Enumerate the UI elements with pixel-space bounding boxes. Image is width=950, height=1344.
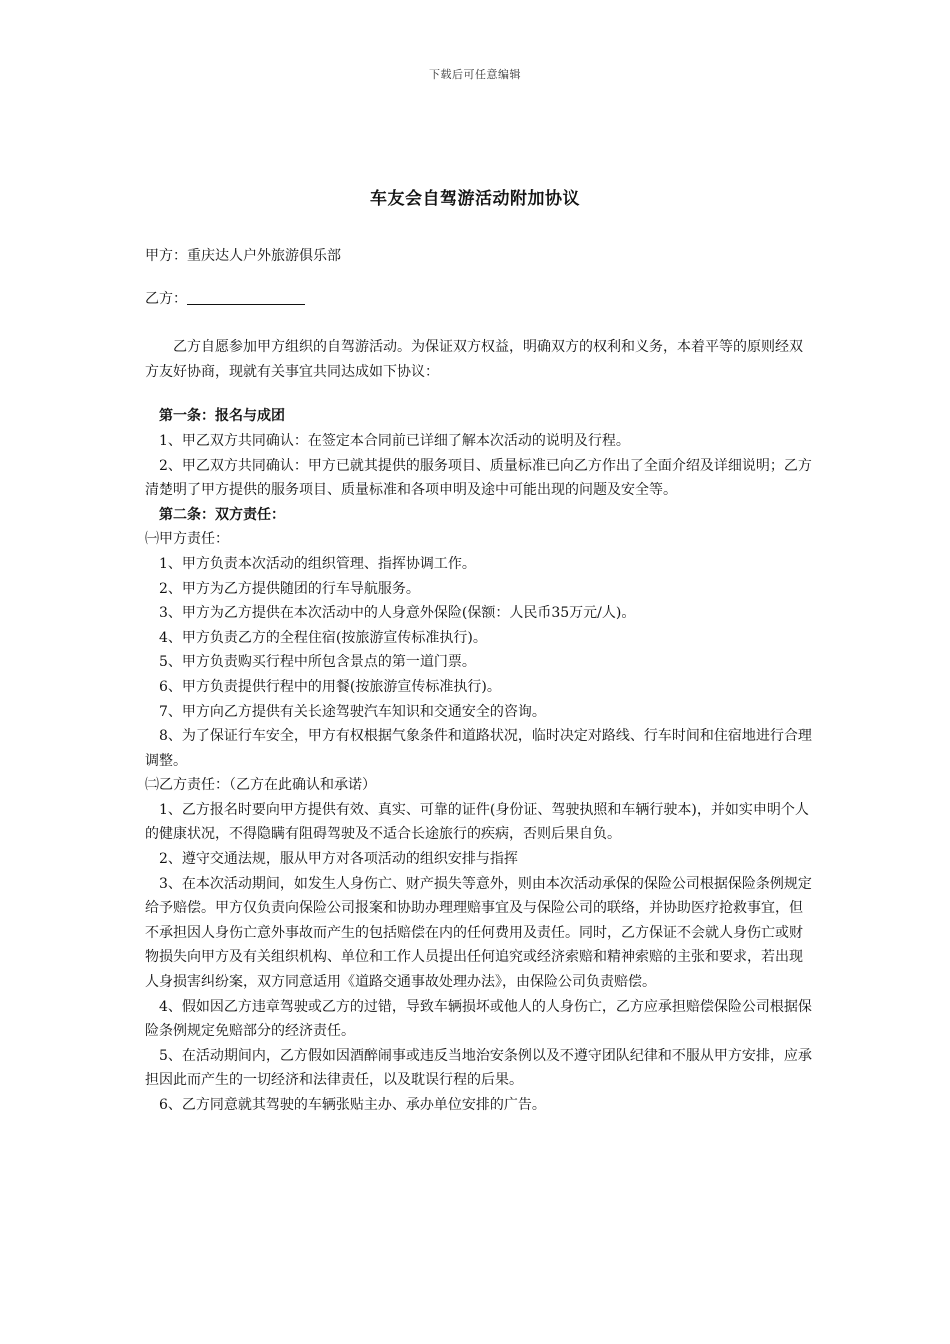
party-b-item: 4、假如因乙方违章驾驶或乙方的过错，导致车辆损坏或他人的人身伤亡，乙方应承担赔偿保险公司根据保险条例规定免赔部分的经济责任。: [145, 998, 812, 1040]
party-a-item: 8、为了保证行车安全，甲方有权根据气象条件和道路状况，临时决定对路线、行车时间和住宿地进行合理调整。: [145, 728, 812, 769]
party-b-blank[interactable]: [187, 288, 305, 305]
party-a-line: 甲方：重庆达人户外旅游俱乐部: [145, 248, 341, 264]
document-title: 车友会自驾游活动附加协议: [370, 189, 580, 209]
intro-paragraph: 乙方自愿参加甲方组织的自驾游活动。为保证双方权益，明确双方的权利和义务，本着平等的原则经双方友好协商，现就有关事宜共同达成如下协议：: [145, 339, 803, 380]
party-b-item: 3、在本次活动期间，如发生人身伤亡、财产损失等意外，则由本次活动承保的保险公司根据保险条例规定给予赔偿。甲方仅负责向保险公司报案和协助办理理赔事宜及与保险公司的联络，并协助医疗抢救事宜，但不承担因人身伤亡意外事故而产生的包括赔偿在内的任何费用及责任。同时，乙方保证不会就人身伤亡或财物损失向甲方及有关组织机构、单位和工作人员提出任何追究或经济索赔和精神索赔的主张和要求，若出现人身损害纠纷案，双方同意适用《道路交通事故处理办法》，由保险公司负责赔偿。: [145, 875, 812, 991]
article1-title: 第一条：报名与成团: [159, 408, 285, 425]
party-b-item: 6、乙方同意就其驾驶的车辆张贴主办、承办单位安排的广告。: [159, 1097, 546, 1113]
party-b-item: 2、遵守交通法规，服从甲方对各项活动的组织安排与指挥: [159, 851, 518, 868]
party-b-item: 5、在活动期间内，乙方假如因酒醉闹事或违反当地治安条例以及不遵守团队纪律和不服从甲方安排，应承担因此而产生的一切经济和法律责任，以及耽误行程的后果。: [145, 1047, 812, 1089]
party-a-responsibility-heading: ㈠甲方责任：: [145, 531, 229, 548]
party-b-responsibility-heading: ㈡乙方责任：（乙方在此确认和承诺）: [145, 777, 376, 794]
party-a-item: 4、甲方负责乙方的全程住宿(按旅游宣传标准执行)。: [159, 629, 487, 646]
party-a-item: 3、甲方为乙方提供在本次活动中的人身意外保险(保额：人民币35万元/人)。: [159, 605, 636, 622]
document-body: [145, 244, 815, 1118]
article1-item: 2、甲乙双方共同确认：甲方已就其提供的服务项目、质量标准已向乙方作出了全面介绍及详细说明；乙方清楚明了甲方提供的服务项目、质量标准和各项申明及途中可能出现的问题及安全等。: [145, 457, 812, 499]
party-a-item: 7、甲方向乙方提供有关长途驾驶汽车知识和交通安全的咨询。: [159, 703, 546, 720]
party-a-item: 1、甲方负责本次活动的组织管理、指挥协调工作。: [159, 555, 476, 572]
party-a-item: 2、甲方为乙方提供随团的行车导航服务。: [159, 580, 420, 597]
article2-title: 第二条：双方责任：: [159, 506, 285, 523]
article1-item: 1、甲乙双方共同确认：在签定本合同前已详细了解本次活动的说明及行程。: [159, 432, 630, 449]
party-a-item: 6、甲方负责提供行程中的用餐(按旅游宣传标准执行)。: [159, 678, 501, 695]
header-note: 下载后可任意编辑: [429, 68, 521, 81]
party-b-label: 乙方：: [145, 290, 187, 307]
party-a-item: 5、甲方负责购买行程中所包含景点的第一道门票。: [159, 654, 476, 671]
party-b-item: 1、乙方报名时要向甲方提供有效、真实、可靠的证件(身份证、驾驶执照和车辆行驶本)，并如实申明个人的健康状况，不得隐瞒有阻碍驾驶及不适合长途旅行的疾病，否则后果自负。: [145, 801, 809, 843]
party-b-line: [145, 287, 815, 312]
